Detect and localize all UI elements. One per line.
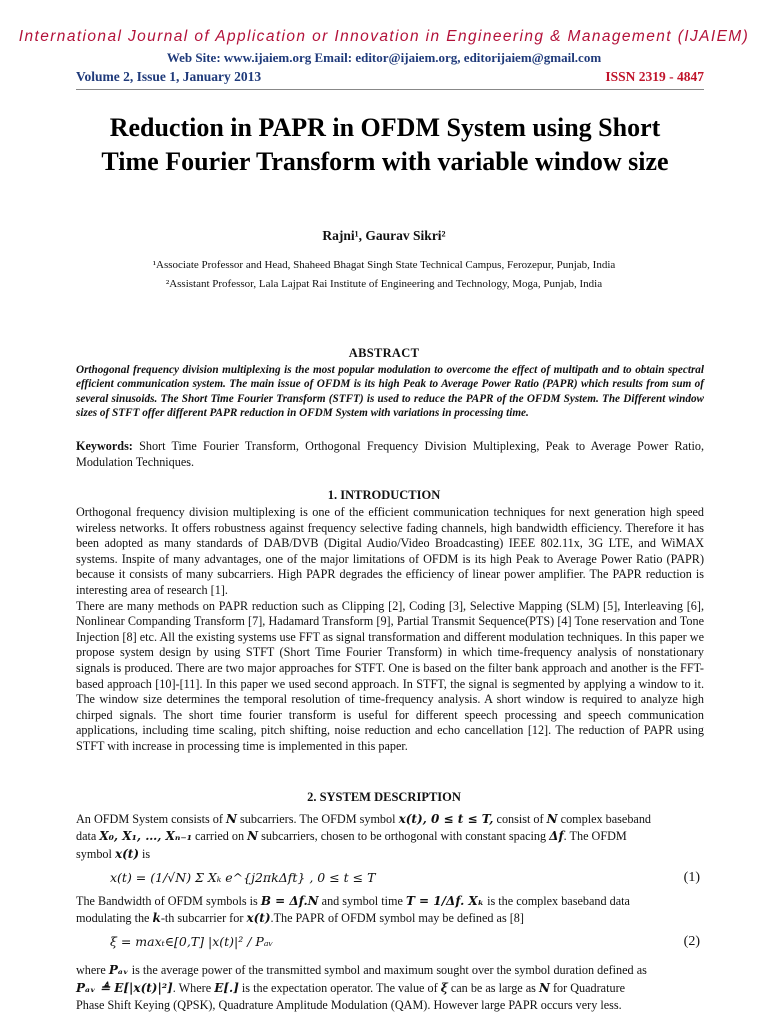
abstract-heading: ABSTRACT [348,346,420,360]
authors: Rajni¹, Gaurav Sikri² [322,228,446,243]
journal-website: Web Site: www.ijaiem.org Email: editor@ijaiem.org, editorijaiem@gmail.com [166,50,602,65]
system-line-2: data X₀, X₁, …, Xₙ₋₁ carried on N subcarriers, chosen to be orthogonal with constant spacing Δf. The OFDM [76,829,627,843]
system-line-4: The Bandwidth of OFDM symbols is B = Δf.N and symbol time T = 1/Δf. Xₖ is the complex baseband data [76,894,630,908]
system-line-3: symbol x(t) is [76,847,151,861]
equation-2 [110,934,704,956]
system-line-8: Phase Shift Keying (QPSK), Quadrature Amplitude Modulation (QAM). However large PAPR occurs very less. [76,998,622,1012]
system-line-7: Pₐᵥ ≜ E[|x(t)|²]. Where E[.] is the expectation operator. The value of ξ can be as large as N for Quadrature [76,981,626,995]
section-heading-system: 2. SYSTEM DESCRIPTION [307,790,461,804]
volume-info: Volume 2, Issue 1, January 2013 [76,69,262,84]
affiliation-1: ¹Associate Professor and Head, Shaheed Bhagat Singh State Technical Campus, Ferozepur, Punjab, India [152,259,616,271]
affiliation-2: ²Assistant Professor, Lala Lajpat Rai Institute of Engineering and Technology, Moga, Punjab, India [165,278,603,290]
equation-2-number: (2) [683,934,700,949]
intro-paragraph-2: There are many methods on PAPR reduction such as Clipping [2], Coding [3], Selective Mapping (SLM) [5], Interleaving [6], Nonlinear Companding Transform [7], Hadamard Transform [9], Partial Transmit Sequence(PTS) [4] Tone reservation and Tone Injection [8] etc. All the existing systems use FFT as signal transformation and different modulation techniques. In this paper we propose system design by using STFT (Short Time Fourier Transform) in which time-frequency analysis of nonstationary signals is produced. There are two major approaches for STFT. One is based on the filter bank approach and another is the FFT-based approach [10]-[11]. In this paper we used second approach. In STFT, the signal is segmented by applying a window to it. The window size determines the temporal resolution of time-frequency analysis. A short window is required to analyze high chirped signals. The short time fourier transform is useful for different speech processing and speech communication applications, including time scaling, pitch shifting, noise reduction and echo cancellation [12]. The reduction of PAPR using STFT with increase in processing time is implemented in this paper. [76,598,704,753]
volume-row [76,69,704,85]
issn: ISSN 2319 - 4847 [605,69,704,84]
equation-2-body: ξ = maxₜ∈[0,T] |x(t)|² / Pₐᵥ [110,934,274,949]
keywords-list: Short Time Fourier Transform, Orthogonal Frequency Division Multiplexing, Peak to Average Power Ratio, Modulation Techniques. [76,439,704,469]
journal-name: International Journal of Application or Innovation in Engineering & Management (IJAIEM) [18,28,750,45]
equation-1 [110,870,704,892]
section-heading-introduction: 1. INTRODUCTION [327,488,441,502]
system-line-5: modulating the k-th subcarrier for x(t).The PAPR of OFDM symbol may be defined as [8] [76,911,524,925]
equation-1-number: (1) [683,870,700,885]
introduction-body [76,505,704,755]
abstract-text: Orthogonal frequency division multiplexing is the most popular modulation to overcome the effect of multipath and to obtain spectral efficient communication system. The main issue of OFDM is its high Peak to Average Power Ratio (PAPR) which results from sum of several sinusoids. The Short Time Fourier Transform (STFT) is used to reduce the PAPR of the OFDM System. The Different window sizes of STFT offer different PAPR reduction in OFDM System with variations in processing time. [76,364,704,420]
header-rule [76,89,704,90]
system-line-1: An OFDM System consists of N subcarriers. The OFDM symbol x(t), 0 ≤ t ≤ T, consist of N complex baseband [76,812,652,826]
keywords [76,439,704,470]
keywords-label: Keywords: [76,439,133,453]
intro-paragraph-1: Orthogonal frequency division multiplexing is one of the efficient communication techniques for next generation high speed wireless networks. It offers robustness against frequency selective fading channels, high bandwidth efficiency. Therefore it has been adopted as many standards of DAB/DVB (Digital Audio/Video Broadcasting) IEEE 802.11x, 3G LTE, and WiMAX systems. Inspite of many advantages, one of the major limitations of OFDM is its high Peak to Average Power Ratio (PAPR) because it consists of many subcarriers. High PAPR degrades the efficiency of linear power amplifier. The PAPR reduction is interesting area of research [1]. [76,505,704,597]
system-line-6: where Pₐᵥ is the average power of the transmitted symbol and maximum sought over the symbol duration defined as [76,963,647,977]
equation-1-body: x(t) = (1/√N) Σ Xₖ e^{j2πkΔft} , 0 ≤ t ≤ T [110,870,376,885]
paper-title: Reduction in PAPR in OFDM System using Short Time Fourier Transform with variable window size [101,113,669,176]
